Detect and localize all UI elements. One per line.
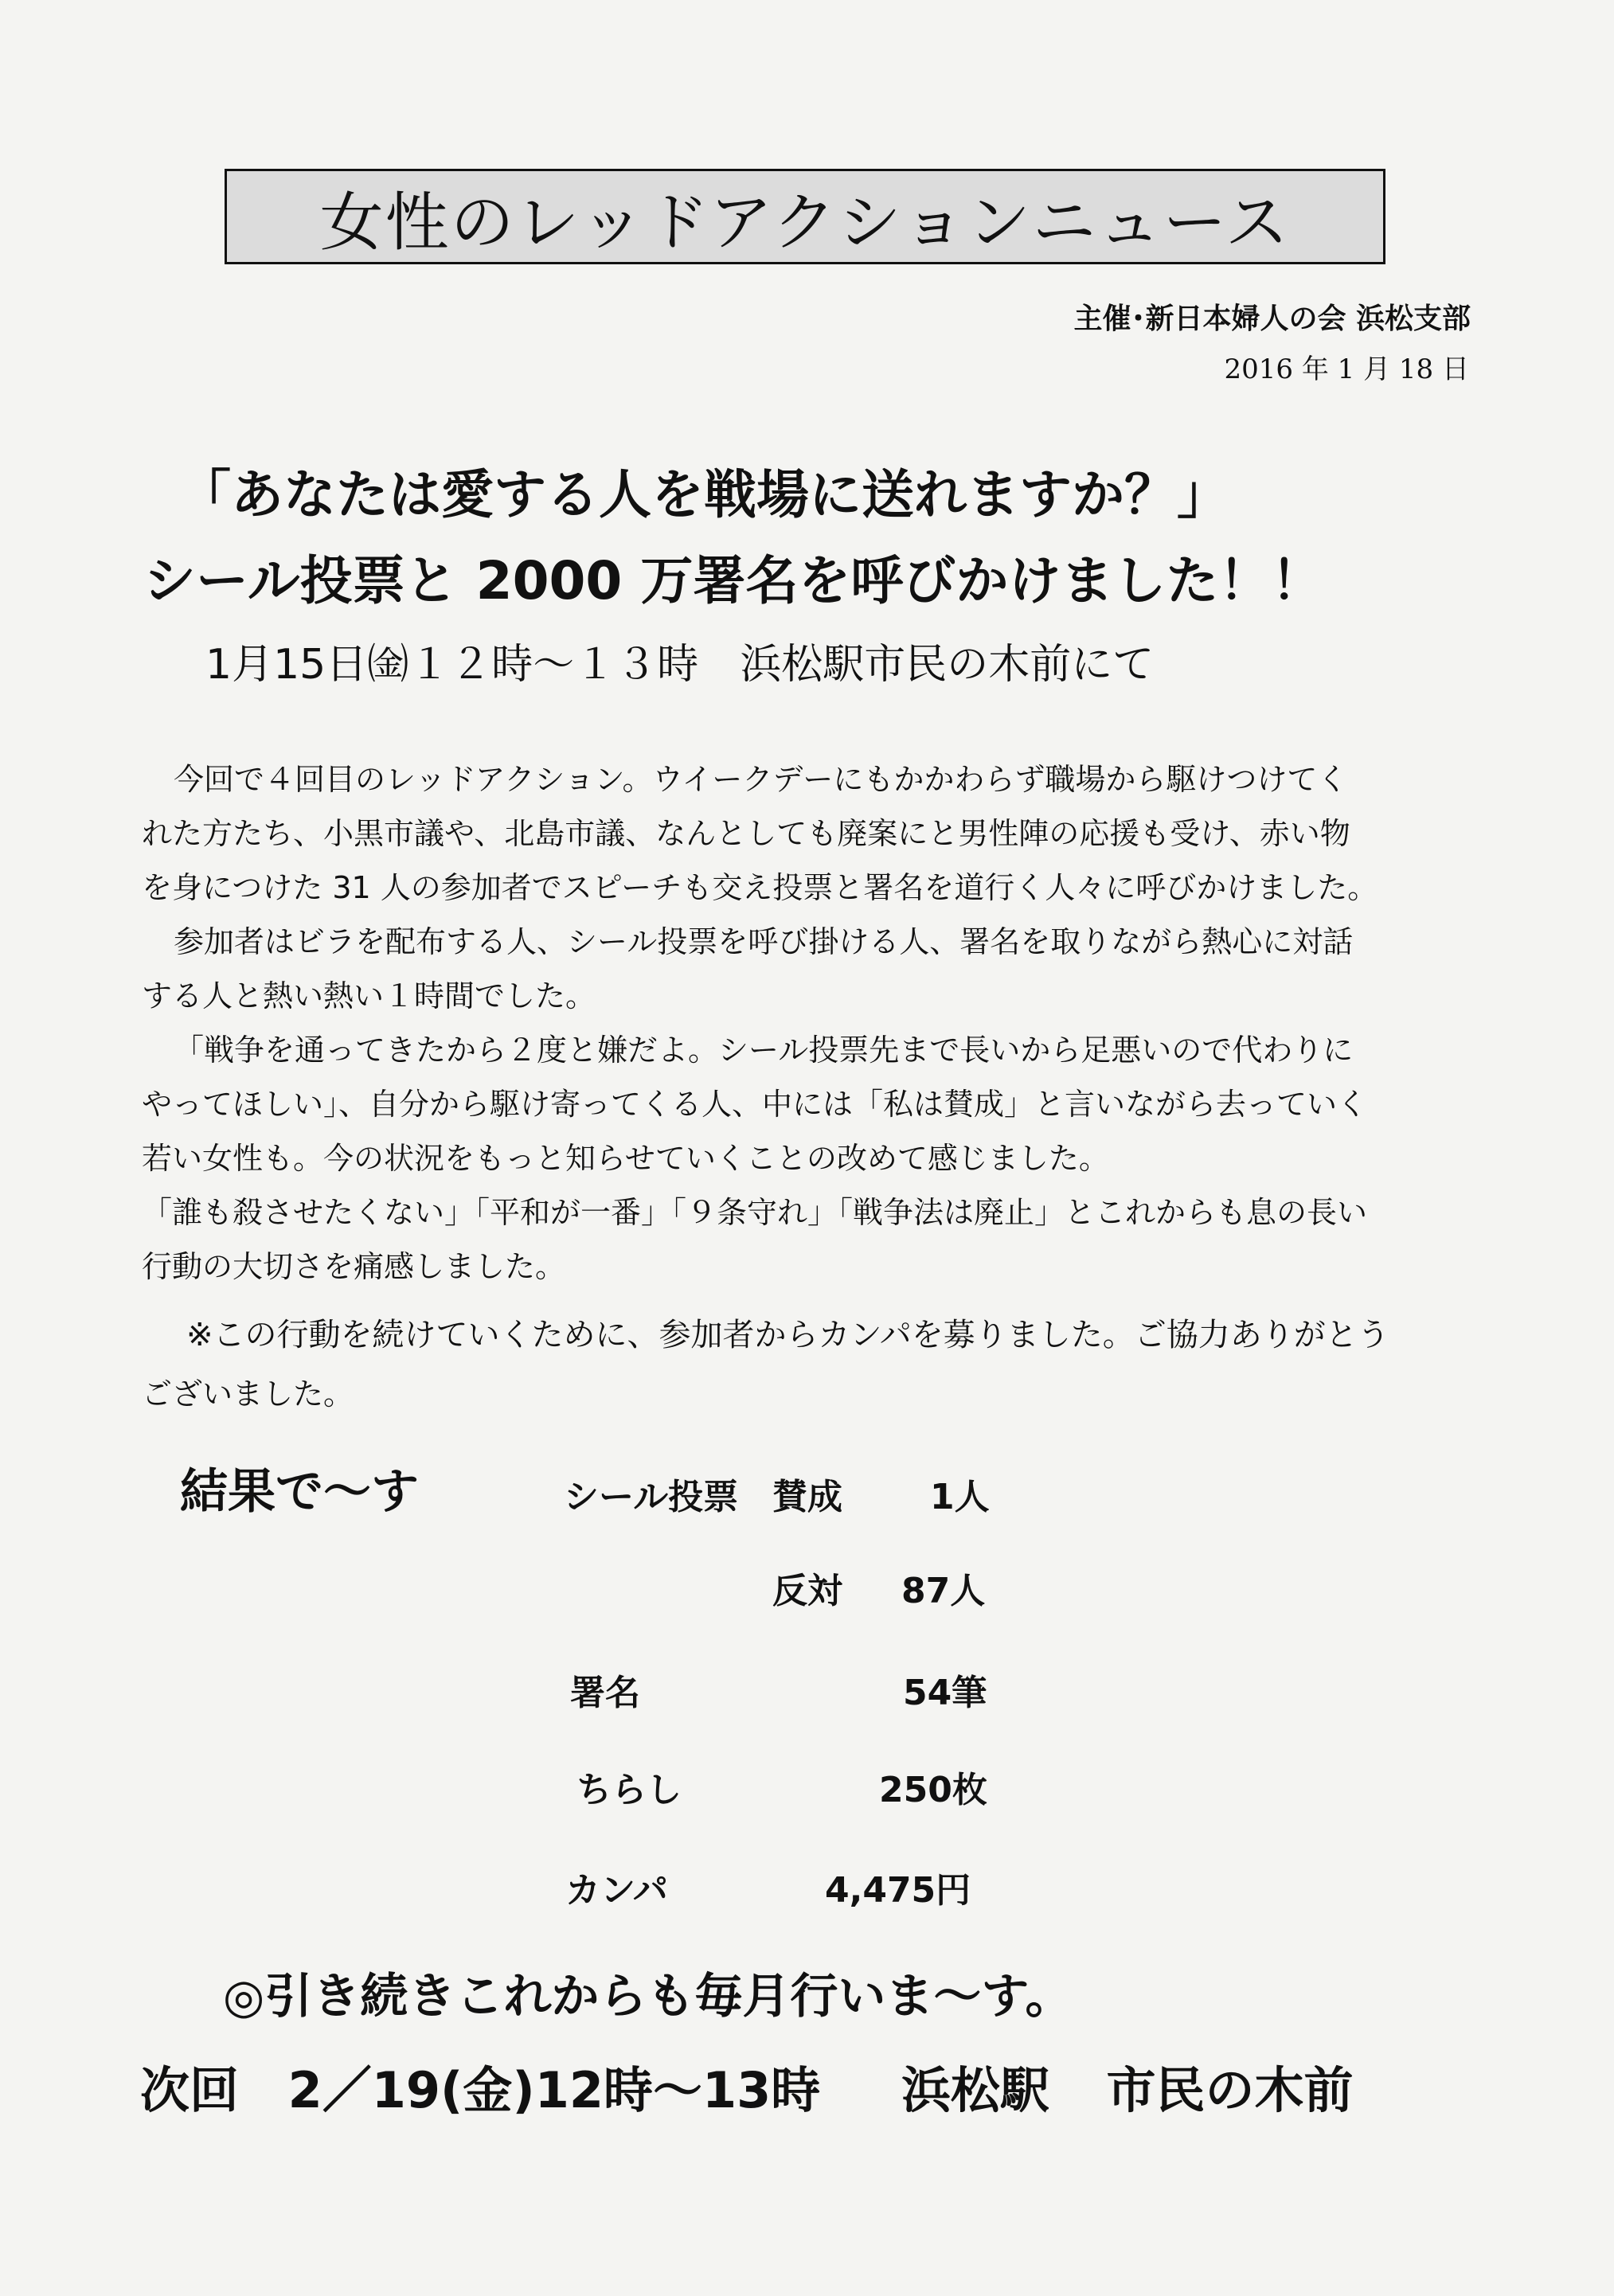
agree-value: 1人 xyxy=(930,1477,990,1517)
body-line: を身につけた 31 人の参加者でスピーチも交え投票と署名を道行く人々に呼びかけました。 xyxy=(142,870,1378,905)
agree-label: 賛成 xyxy=(772,1477,842,1517)
organizer: 主催･新日本婦人の会 浜松支部 xyxy=(1073,303,1471,335)
headline-line-1: 「あなたは愛する人を戦場に送れますか？」 xyxy=(178,464,1229,525)
next-event xyxy=(140,2051,1353,2122)
signature-value: 54筆 xyxy=(903,1673,987,1713)
donation-note: ございました。 xyxy=(142,1376,354,1412)
newsletter-title: 女性のレッドアクションニュース xyxy=(319,185,1291,260)
article-body xyxy=(142,752,1479,1421)
flyer-value: 250枚 xyxy=(879,1770,987,1810)
continue-notice: ◎引き続きこれからも毎月行いま～す。 xyxy=(223,1969,1073,2025)
body-line: 参加者はビラを配布する人、シール投票を呼び掛ける人、署名を取りながら熱心に対話 xyxy=(174,924,1354,959)
against-value: 87人 xyxy=(901,1571,986,1611)
results-heading: 結果で～す xyxy=(180,1464,419,1520)
seal-vote-label: シール投票 xyxy=(564,1477,739,1517)
next-label: 次回 xyxy=(140,2061,240,2119)
body-line: 行動の大切さを痛感しました。 xyxy=(142,1249,566,1284)
donation-value: 4,475円 xyxy=(825,1870,971,1911)
body-line: 「戦争を通ってきたから２度と嫌だよ。シール投票先まで長いから足悪いので代わりに xyxy=(174,1033,1354,1068)
against-label: 反対 xyxy=(772,1571,842,1611)
donation-note: ※この行動を続けていくために、参加者からカンパを募りました。ご協力ありがとう xyxy=(186,1317,1389,1353)
donation-label: カンパ xyxy=(565,1870,668,1911)
body-line: する人と熱い熱い１時間でした。 xyxy=(142,978,596,1013)
body-line: 若い女性も。今の状況をもっと知らせていくことの改めて感じました。 xyxy=(142,1141,1109,1176)
headline-line-2: シール投票と 2000 万署名を呼びかけました！！ xyxy=(143,550,1324,611)
flyer-label: ちらし xyxy=(576,1770,682,1810)
next-place-station: 浜松駅 xyxy=(901,2061,1049,2119)
signature-label: 署名 xyxy=(570,1673,640,1713)
issue-date: 2016 年 1 月 18 日 xyxy=(1224,353,1469,385)
body-line: やってほしい」、自分から駆け寄ってくる人、中には「私は賛成」と言いながら去っていく xyxy=(142,1087,1368,1122)
event-time-place: 1月15日㈮１２時～１３時 浜松駅市民の木前にて xyxy=(205,641,1155,689)
body-line: 「誰も殺させたくない」「平和が一番」「９条守れ」「戦争法は廃止」とこれからも息の長い xyxy=(142,1195,1368,1230)
body-line: れた方たち、小黒市議や、北島市議、なんとしても廃案にと男性陣の応援も受け、赤い物 xyxy=(142,816,1350,851)
body-line: 今回で４回目のレッドアクション。ウイークデーにもかかわらず職場から駆けつけてく xyxy=(174,762,1348,797)
next-place-tree: 市民の木前 xyxy=(1106,2061,1354,2119)
title-box xyxy=(225,169,1385,264)
next-date: 2／19(金)12時～13時 xyxy=(287,2061,821,2119)
